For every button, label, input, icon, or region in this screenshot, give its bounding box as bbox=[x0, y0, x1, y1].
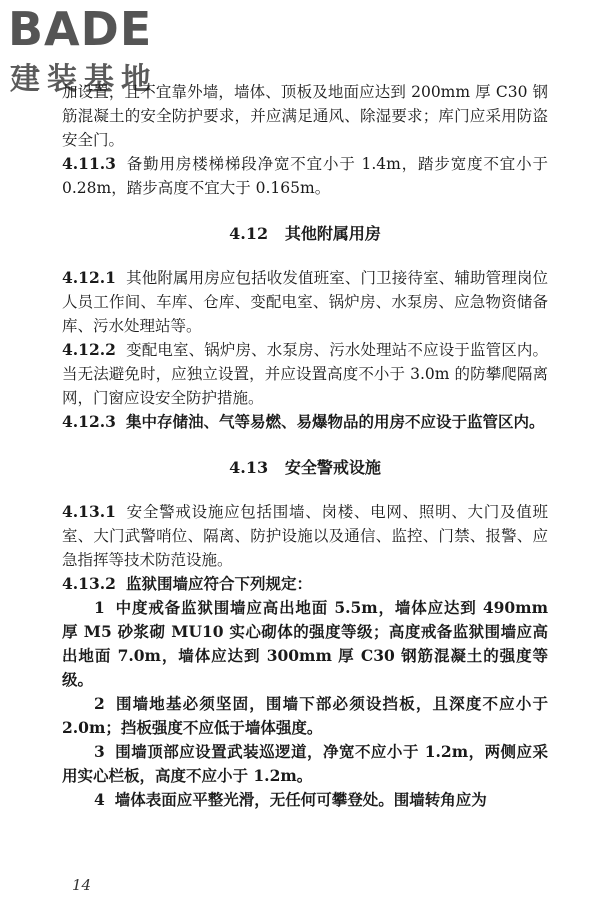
clause-4-13-1 bbox=[62, 500, 548, 572]
section-number: 4.13 bbox=[229, 458, 269, 477]
list-item-2 bbox=[62, 692, 548, 740]
section-title: 其他附属用房 bbox=[284, 224, 381, 243]
item-text: 中度戒备监狱围墙应高出地面 5.5m，墙体应达到 490mm 厚 M5 砂浆砌 MU10 实心砌体的强度等级；高度戒备监狱围墙应高出地面 7.0m，墙体应达到 300mm 厚 C30 钢筋混凝土的强度等级。 bbox=[62, 598, 548, 689]
clause-4-11-3 bbox=[62, 152, 548, 200]
clause-number: 4.13.1 bbox=[62, 502, 116, 521]
item-text: 围墙顶部应设置武装巡逻道，净宽不应小于 1.2m，两侧应采用实心栏板，高度不应小于 1.2m。 bbox=[62, 742, 548, 785]
clause-number: 4.12.3 bbox=[62, 412, 116, 431]
clause-number: 4.13.2 bbox=[62, 574, 116, 593]
item-number: 1 bbox=[94, 598, 105, 617]
clause-4-12-3 bbox=[62, 410, 548, 434]
clause-4-12-1 bbox=[62, 266, 548, 338]
section-heading-4-13 bbox=[62, 456, 548, 480]
clause-text: 其他附属用房应包括收发值班室、门卫接待室、辅助管理岗位人员工作间、车库、仓库、变配电室、锅炉房、水泵房、应急物资储备库、污水处理站等。 bbox=[62, 269, 548, 335]
list-item-1 bbox=[62, 596, 548, 692]
clause-number: 4.12.1 bbox=[62, 268, 116, 287]
watermark-subtitle: 建装基地 bbox=[10, 62, 158, 97]
clause-text: 监狱围墙应符合下列规定： bbox=[125, 574, 312, 593]
clause-text: 集中存储油、气等易燃、易爆物品的用房不应设于监管区内。 bbox=[125, 412, 545, 431]
paragraph-4-11-tail: 加设置，且不宜靠外墙，墙体、顶板及地面应达到 200mm 厚 C30 钢筋混凝土的安全防护要求，并应满足通风、除湿要求；库门应采用防盗安全门。 bbox=[62, 83, 548, 149]
clause-number: 4.11.3 bbox=[62, 154, 116, 173]
section-heading-4-12 bbox=[62, 222, 548, 246]
clause-text: 安全警戒设施应包括围墙、岗楼、电网、照明、大门及值班室、大门武警哨位、隔离、防护设施以及通信、监控、门禁、报警、应急指挥等技术防范设施。 bbox=[62, 503, 548, 569]
document-page bbox=[62, 80, 548, 812]
list-item-3 bbox=[62, 740, 548, 788]
page-number: 14 bbox=[72, 876, 92, 894]
section-title: 安全警戒设施 bbox=[284, 458, 381, 477]
clause-text: 变配电室、锅炉房、水泵房、污水处理站不应设于监管区内。当无法避免时，应独立设置，并应设置高度不小于 3.0m 的防攀爬隔离网，门窗应设安全防护措施。 bbox=[62, 341, 548, 407]
item-number: 4 bbox=[94, 790, 105, 809]
clause-4-13-2 bbox=[62, 572, 548, 596]
list-item-4 bbox=[62, 788, 548, 812]
watermark-brand: BADE bbox=[8, 2, 153, 56]
item-text: 墙体表面应平整光滑，无任何可攀登处。围墙转角应为 bbox=[114, 790, 487, 809]
clause-4-12-2 bbox=[62, 338, 548, 410]
clause-text: 备勤用房楼梯梯段净宽不宜小于 1.4m，踏步宽度不宜小于 0.28m，踏步高度不宜大于 0.165m。 bbox=[62, 155, 548, 197]
item-number: 3 bbox=[94, 742, 105, 761]
watermark-logo bbox=[4, 2, 179, 97]
section-number: 4.12 bbox=[229, 224, 269, 243]
item-text: 围墙地基必须坚固，围墙下部必须设挡板，且深度不应小于 2.0m；挡板强度不应低于墙体强度。 bbox=[62, 694, 548, 737]
item-number: 2 bbox=[94, 694, 105, 713]
clause-number: 4.12.2 bbox=[62, 340, 116, 359]
